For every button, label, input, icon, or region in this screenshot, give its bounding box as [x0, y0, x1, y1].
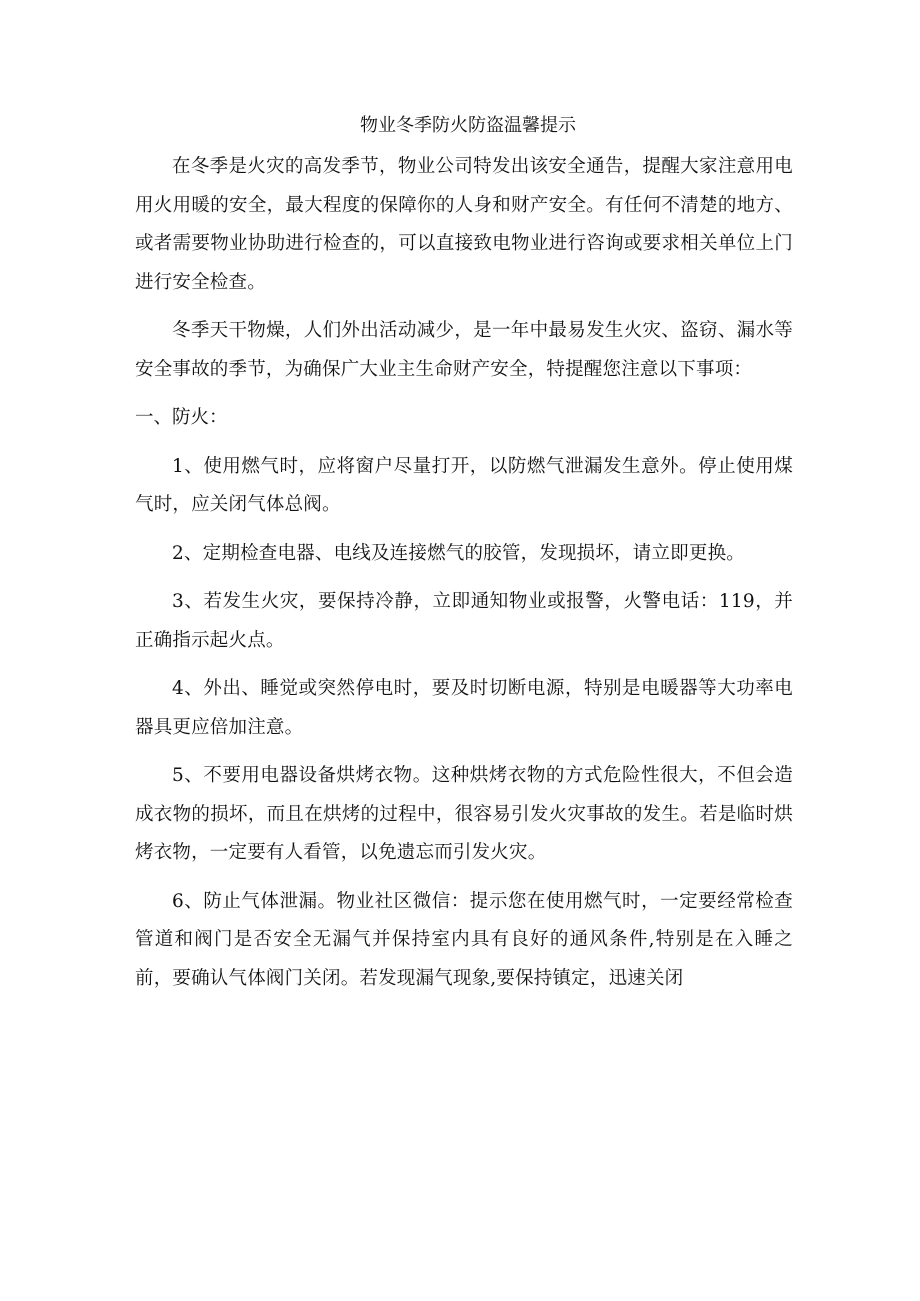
list-item: 4、外出、睡觉或突然停电时，要及时切断电源，特别是电暖器等大功率电器具更应倍加注意。: [135, 678, 793, 738]
list-item: 6、防止气体泄漏。物业社区微信：提示您在使用燃气时，一定要经常检查管道和阀门是否安全无漏气并保持室内具有良好的通风条件,特别是在入睡之前，要确认气体阀门关闭。若发现漏气现象,要保持镇定，迅速关闭: [135, 890, 793, 989]
list-item: 5、不要用电器设备烘烤衣物。这种烘烤衣物的方式危险性很大，不但会造成衣物的损坏，而且在烘烤的过程中，很容易引发火灾事故的发生。若是临时烘烤衣物，一定要有人看管，以免遗忘而引发火灾。: [135, 765, 793, 863]
list-item: 3、若发生火灾，要保持冷静，立即通知物业或报警，火警电话：119，并正确指示起火点。: [135, 591, 793, 651]
list-item: 2、定期检查电器、电线及连接燃气的胶管，发现损坏，请立即更换。: [172, 542, 745, 564]
intro-paragraph: 在冬季是火灾的高发季节，物业公司特发出该安全通告，提醒大家注意用电用火用暖的安全，最大程度的保障你的人身和财产安全。有任何不清楚的地方、或者需要物业协助进行检查的，可以直接致电物业进行咨询或要求相关单位上门进行安全检查。: [135, 156, 793, 293]
intro-paragraph: 冬季天干物燥，人们外出活动减少，是一年中最易发生火灾、盗窃、漏水等安全事故的季节，为确保广大业主生命财产安全，特提醒您注意以下事项：: [135, 320, 793, 380]
list-item: 1、使用燃气时，应将窗户尽量打开，以防燃气泄漏发生意外。停止使用煤气时，应关闭气体总阀。: [135, 455, 793, 515]
section-heading-fire: 一、防火：: [135, 407, 228, 428]
document-title: 物业冬季防火防盗温馨提示: [360, 115, 576, 136]
